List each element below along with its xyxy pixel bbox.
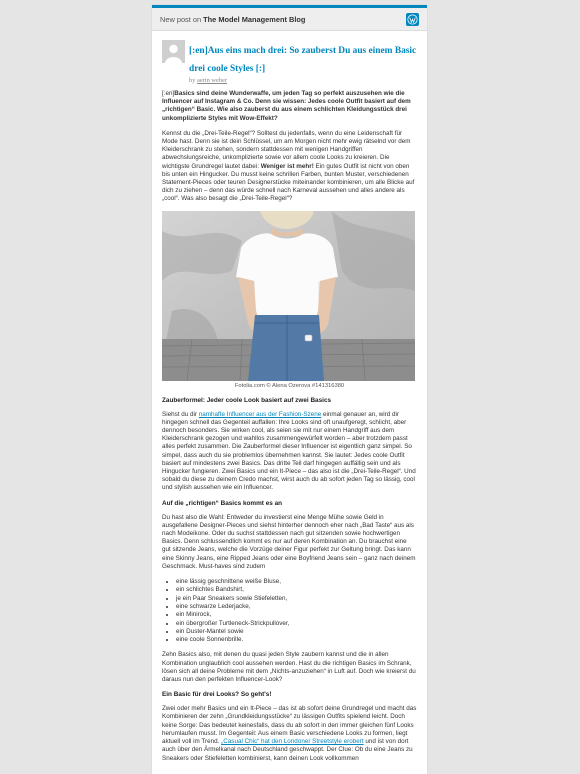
heading-3: Ein Basic für drei Looks? So geht's! — [162, 691, 272, 699]
paragraph-2: Siehst du dir namhafte Influencer aus der Fashion-Szene einmal genauer an, wird dir hingegen schnell das Gegenteil auffallen: Ihre Looks sind oft unaufgeregt, schlicht, aber dennoch besonders. Sie wirken cool, als seien sie mit nur einem Handgriff aus dem Kleiderschrank gezogen und wahllos zusammengewürfelt worden – aber trotzdem passt alles perfekt zusammen. Die Zauberformel dieser Influencer ist eigentlich ganz simpel. So simpel, dass auch du sie problemlos übernehmen kannst. Sie lautet: Jedes coole Outfit basiert auf mindestens zwei Basics. Das dritte Teil darf hingegen auffällig sein und als Hingucker fungieren. Zwei Basics und ein It-Piece – das also ist die „Drei-Teile-Regel“. Und sobald du diese zu deinem Credo machst, wirst auch du ab sofort jeden Tag so lässig, cool und stylish aussehen wie ein Influencer. — [162, 410, 416, 492]
title-block — [189, 40, 417, 84]
email-card — [152, 5, 427, 774]
list-item: • je ein Paar Sneakers sowie Stiefeletten, — [176, 595, 417, 603]
photo-caption: Fotolia.com © Alena Ozerova #141316380 — [234, 382, 345, 389]
notification-header — [152, 5, 427, 31]
paragraph-1: Kennst du die „Drei-Teile-Regel“? Solltest du jedenfalls, wenn du eine Leidenschaft für Mode hast. Denn sie ist dein Schlüssel, um am Morgen nicht mehr ewig rätselnd vor dem Kleiderschrank zu stehen, sondern stattdessen mit wenigen Handgriffen abwechslungsreiche, unkomplizierte sowie vor allem coole Looks zu kreieren. Die wichtigste Grundregel lautet dabei: Weniger ist mehr! Ein gutes Outfit ist nicht von oben bis unten ein Hingucker. Du musst keine schrillen Farben, bunten Muster, verschiedenen Statement-Pieces oder teuren Designerstücke miteinander kombinieren, um alle Blicke auf dich zu ziehen – denn das würde schnell nach Karneval aussehen und alles andere als „cool“. Was also besagt die „Drei-Teile-Regel“? — [162, 129, 415, 203]
avatar[interactable] — [162, 40, 185, 63]
lead-paragraph: [:en]Basics sind deine Wunderwaffe, um jeden Tag so perfekt auszusehen wie die Influencer auf Instagram & Co. Denn sie wissen: Jedes coole Outfit basiert auf dem „richtigen“ Basic. Wie also zauberst du aus einem schlichten Kleidungsstück drei unkomplizierte Styles mit Wow-Effekt? — [162, 90, 411, 122]
paragraph-5: Zwei oder mehr Basics und ein It-Piece – das ist ab sofort deine Grundregel und macht das Kombinieren der zehn „Grundkleidungsstücke“ zu lässigen Outfits spielend leicht. Doch keine Sorge: Das bedeutet keinesfalls, dass du ab sofort in den immer gleichen fünf Looks herumlaufen musst. Im Gegenteil: Aus einem Basic verschiedene Looks zu formen, liegt aktuell voll im Trend. „Casual Chic“ hat den Londoner Streetstyle erobert und ist von dort auch über den Ärmelkanal nach Deutschland geschwappt. Der Clue: Ob du eine Jeans zu Sneakers oder Stiefeletten kombinierst, kann deinen Look vollkommen — [162, 705, 417, 762]
list-item: • ein schlichtes Bandshirt, — [176, 586, 417, 594]
casual-chic-link[interactable]: „Casual Chic“ hat den Londoner Streetstyle erobert — [221, 738, 364, 746]
wordpress-icon[interactable] — [406, 13, 419, 26]
post-content — [152, 31, 427, 763]
list-item: • eine coole Sonnenbrille. — [176, 636, 417, 644]
byline: by aerin weber — [189, 77, 227, 84]
heading-1: Zauberformel: Jeder coole Look basiert auf zwei Basics — [162, 396, 332, 404]
influencer-link[interactable]: namhafte Influencer aus der Fashion-Szene — [198, 410, 322, 418]
list-item: • ein übergroßer Turtleneck-Strickpullover, — [176, 620, 417, 628]
header-text: New post on The Model Management Blog — [160, 14, 306, 24]
basics-list — [162, 578, 417, 644]
post-photo — [162, 211, 415, 381]
author-link[interactable]: aerin weber — [197, 77, 227, 84]
list-item: • ein Minirock, — [176, 611, 417, 619]
blog-name[interactable]: The Model Management Blog — [203, 14, 306, 24]
paragraph-3: Du hast also die Wahl: Entweder du investierst eine Menge Mühe sowie Geld in ausgefallene Designer-Pieces und siehst hinterher dennoch eher nach „Bad Taste“ aus als nach Modeikone. Oder du suchst stattdessen nach gut sitzenden sowie hochwertigen Basics. Denn schlussendlich kommt es nur auf deren Kombination an. Du brauchst eine gut sitzende Jeans, welche die Vorzüge deiner Figur perfekt zur Geltung bringt. Das kann eine Skinny Jeans, eine Ripped Jeans oder eine Boyfriend Jeans sein – ganz nach deinem Geschmack. Must-haves sind zudem — [162, 513, 416, 570]
heading-2: Auf die „richtigen“ Basics kommt es an — [162, 499, 283, 507]
list-item: • eine lässig geschnittene weiße Bluse, — [176, 578, 417, 586]
list-item: • eine schwarze Lederjacke, — [176, 603, 417, 611]
list-item: • ein Duster-Mantel sowie — [176, 628, 417, 636]
post-header — [162, 40, 417, 84]
paragraph-4: Zehn Basics also, mit denen du quasi jeden Style zaubern kannst und die in allen Kombination unglaublich cool aussehen werden. Hast du die richtigen Basics im Schrank, lösen sich all deine Probleme mit dem „Nichts-anzuziehen“ in Luft auf. Doch wie kreierst du daraus nun den perfekten Influencer-Look? — [162, 651, 416, 684]
post-title-link[interactable]: [:en]Aus eins mach drei: So zauberst Du aus einem Basic drei coole Styles [:] — [189, 46, 417, 74]
